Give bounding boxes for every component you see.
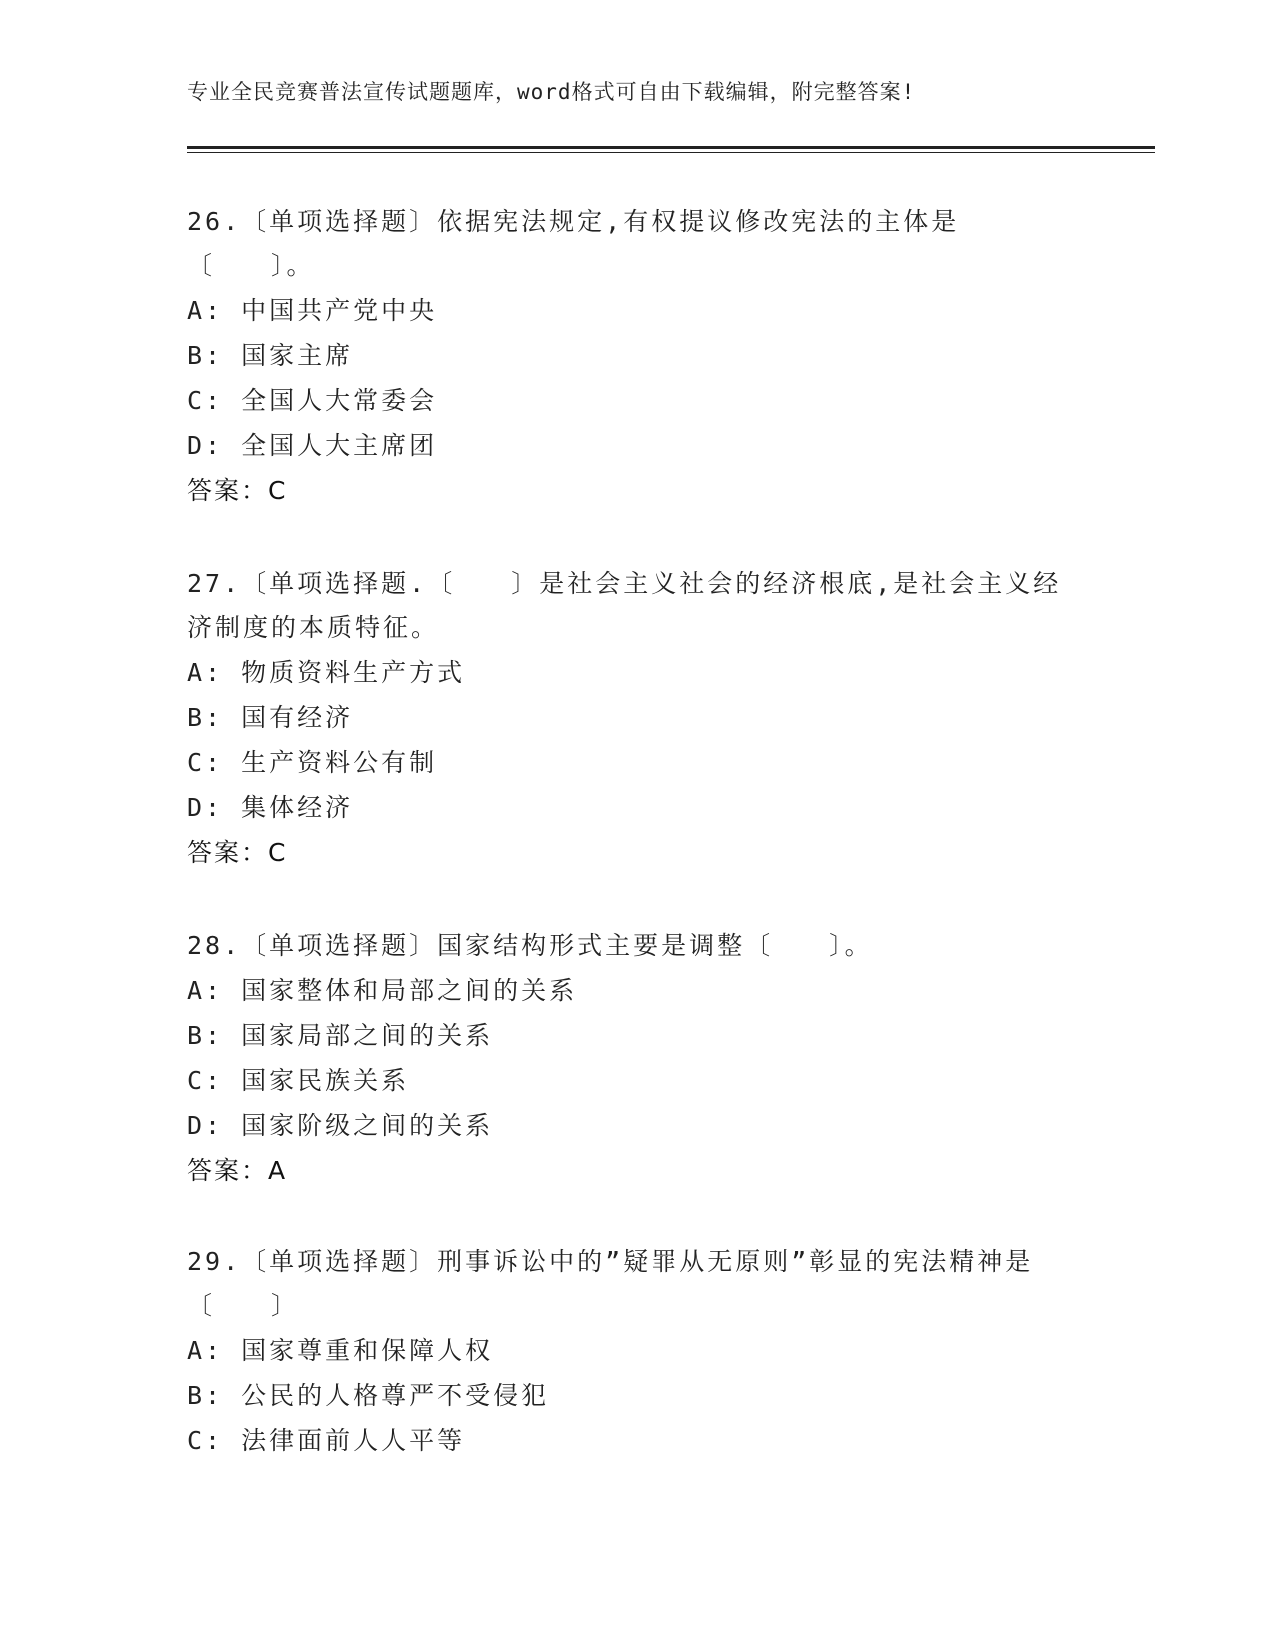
header-rule-thin — [187, 152, 1155, 153]
header-note: 专业全民竞赛普法宣传试题题库，word格式可自由下载编辑，附完整答案! — [187, 80, 916, 104]
header-rule-thick — [187, 146, 1155, 149]
option-b: B: 国家主席 — [187, 341, 354, 370]
question-26 — [187, 200, 1067, 513]
question-stem: 28.〔单项选择题〕国家结构形式主要是调整〔 〕。 — [187, 931, 873, 960]
option-c: C: 国家民族关系 — [187, 1066, 410, 1095]
question-stem: 29.〔单项选择题〕刑事诉讼中的”疑罪从无原则”彰显的宪法精神是〔 〕 — [187, 1247, 1034, 1320]
answer-label: 答案：C — [187, 476, 288, 505]
question-stem: 26.〔单项选择题〕依据宪法规定,有权提议修改宪法的主体是〔 〕。 — [187, 207, 960, 280]
option-a: A: 国家尊重和保障人权 — [187, 1336, 494, 1365]
answer-label: 答案：A — [187, 1156, 288, 1185]
option-a: A: 物质资料生产方式 — [187, 658, 466, 687]
option-b: B: 国家局部之间的关系 — [187, 1021, 494, 1050]
option-c: C: 法律面前人人平等 — [187, 1426, 466, 1455]
answer-label: 答案：C — [187, 838, 288, 867]
option-b: B: 公民的人格尊严不受侵犯 — [187, 1381, 550, 1410]
option-d: D: 全国人大主席团 — [187, 431, 438, 460]
option-d: D: 集体经济 — [187, 793, 354, 822]
option-b: B: 国有经济 — [187, 703, 354, 732]
question-27 — [187, 562, 1067, 875]
option-d: D: 国家阶级之间的关系 — [187, 1111, 494, 1140]
option-c: C: 全国人大常委会 — [187, 386, 438, 415]
question-29 — [187, 1240, 1067, 1463]
question-stem: 27.〔单项选择题.〔 〕是社会主义社会的经济根底,是社会主义经济制度的本质特征。 — [187, 569, 1062, 642]
option-a: A: 中国共产党中央 — [187, 296, 438, 325]
option-c: C: 生产资料公有制 — [187, 748, 438, 777]
question-28 — [187, 924, 1067, 1193]
option-a: A: 国家整体和局部之间的关系 — [187, 976, 578, 1005]
